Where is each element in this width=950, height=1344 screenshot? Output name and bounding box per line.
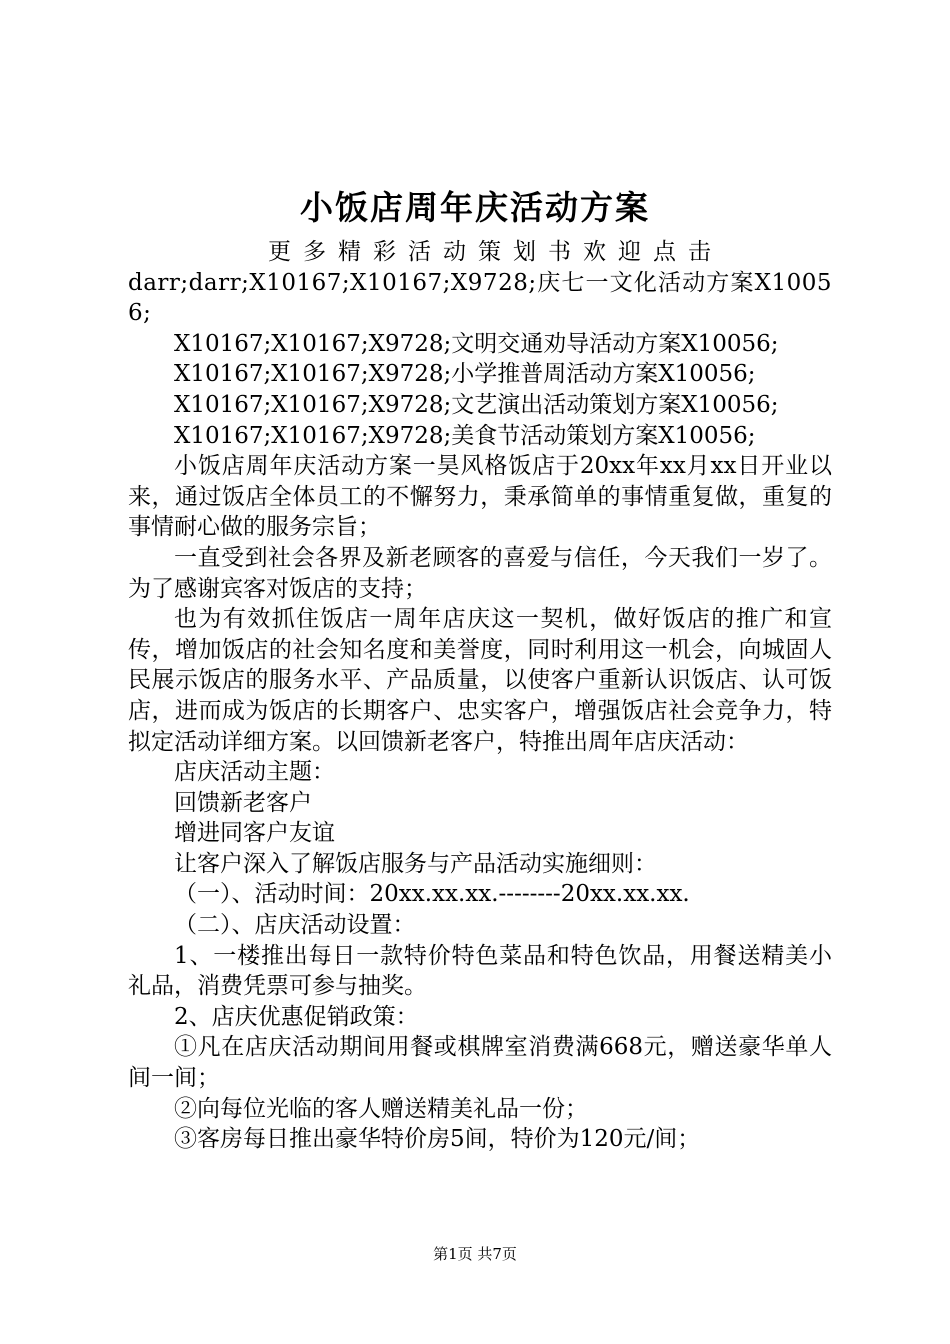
related-link[interactable]: X10167;X10167;X9728;美食节活动策划方案X10056; (174, 422, 756, 449)
paragraph: 让客户深入了解饭店服务与产品活动实施细则： (174, 850, 657, 877)
paragraph: 一直受到社会各界及新老顾客的喜爱与信任，今天我们一岁了。为了感谢宾客对饭店的支持； (128, 544, 832, 602)
paragraph: ①凡在店庆活动期间用餐或棋牌室消费满668元，赠送豪华单人间一间； (128, 1034, 832, 1092)
paragraph: 也为有效抓住饭店一周年店庆这一契机，做好饭店的推广和宣传，增加饭店的社会知名度和美誉度，同时利用这一机会，向城固人民展示饭店的服务水平、产品质量，以使客户重新认识饭店、认可饭店，进而成为饭店的长期客户、忠实客户，增强饭店社会竞争力，特拟定活动详细方案。以回馈新老客户，特推出周年店庆活动： (128, 606, 832, 755)
related-link[interactable]: X10167;X10167;X9728;文明交通劝导活动方案X10056; (174, 330, 779, 357)
more-activities-line: 更多精彩活动策划书欢迎点击 (268, 239, 723, 265)
document-title: 小饭店周年庆活动方案 (300, 188, 650, 227)
paragraph: 回馈新老客户 (174, 789, 312, 816)
paragraph: 小饭店周年庆活动方案一昊风格饭店于20xx年xx月xx日开业以来，通过饭店全体员工的不懈努力，秉承简单的事情重复做，重复的事情耐心做的服务宗旨； (128, 453, 832, 541)
paragraph: 店庆活动主题： (174, 759, 335, 786)
paragraph: ③客房每日推出豪华特价房5间，特价为120元/间； (174, 1126, 701, 1153)
related-link[interactable]: X10167;X10167;X9728;小学推普周活动方案X10056; (174, 361, 756, 388)
paragraph: 增进同客户友谊 (174, 820, 335, 847)
paragraph: ②向每位光临的客人赠送精美礼品一份； (174, 1095, 588, 1122)
related-link[interactable]: X10167;X10167;X9728;文艺演出活动策划方案X10056; (174, 391, 779, 418)
related-link-first[interactable]: darr;darr;X10167;X10167;X9728;庆七一文化活动方案X10056; (128, 269, 832, 327)
paragraph: 1、一楼推出每日一款特价特色菜品和特色饮品，用餐送精美小礼品，消费凭票可参与抽奖。 (128, 942, 832, 1000)
paragraph: （一）、活动时间：20xx.xx.xx.--------20xx.xx.xx. (174, 881, 690, 908)
page-number-footer: 第1页 共7页 (433, 1245, 517, 1263)
document-body (128, 237, 832, 1155)
paragraph: 2、店庆优惠促销政策： (174, 1003, 419, 1030)
paragraph: （二）、店庆活动设置： (174, 912, 416, 939)
